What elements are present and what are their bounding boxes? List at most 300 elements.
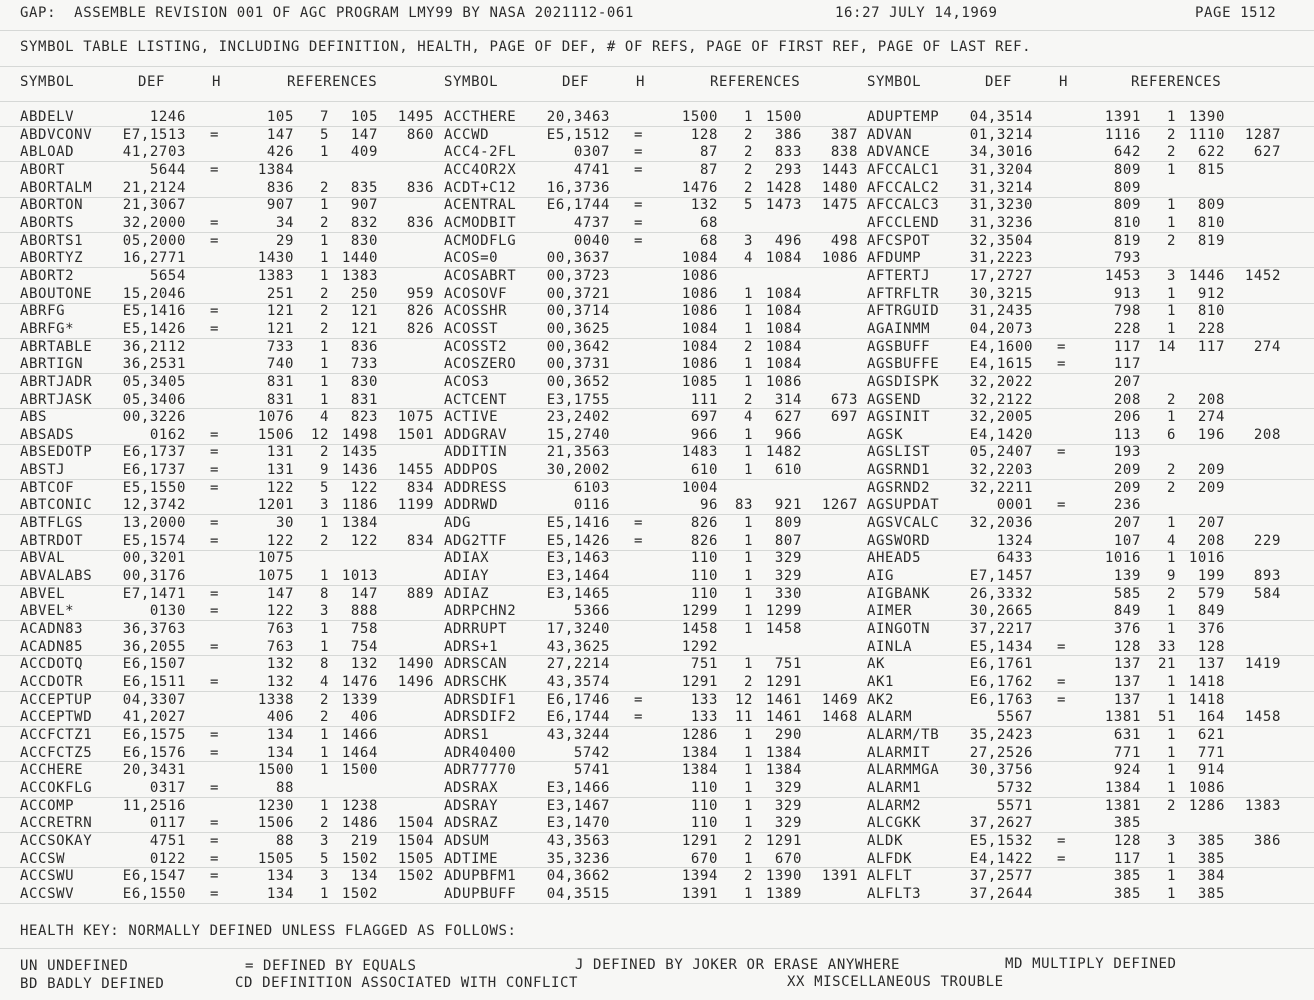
definition-cell: 5571 [996, 797, 1033, 814]
first-ref-cell: 1084 [765, 285, 802, 302]
symbol-cell: ABVEL* [20, 603, 75, 620]
table-row [20, 374, 440, 392]
health-flag-cell: = [210, 603, 220, 620]
health-flag-cell: = [634, 232, 644, 249]
definition-cell: 04,2073 [969, 320, 1033, 337]
first-ref-cell: 128 [1197, 638, 1225, 655]
symbol-cell: AK1 [867, 674, 895, 690]
last-ref-cell: 1443 [821, 161, 858, 178]
last-ref-cell: 826 [406, 320, 434, 337]
first-ref-cell: 147 [350, 585, 378, 602]
symbol-cell: ADRSDIF1 [444, 691, 517, 708]
def-page-cell: 147 [266, 126, 294, 143]
symbol-cell: AINGOTN [867, 621, 931, 638]
def-page-cell: 68 [699, 232, 718, 249]
symbol-cell: ALCGKK [867, 815, 922, 832]
first-ref-cell: 810 [1197, 214, 1225, 231]
table-row [444, 480, 864, 498]
ref-count-cell: 1 [743, 585, 753, 602]
health-key-un: UN UNDEFINED [20, 958, 129, 974]
col-header-symbol-3: SYMBOL [867, 74, 922, 90]
symbol-cell: AGSK [867, 426, 904, 443]
symbol-cell: ABTCOF [20, 479, 75, 496]
ref-count-cell: 1 [319, 797, 329, 814]
symbol-cell: ADRSDIF2 [444, 709, 517, 726]
paper-rule-line [0, 948, 1314, 949]
ref-count-cell: 2 [319, 303, 329, 320]
last-ref-cell: 834 [406, 532, 434, 549]
def-page-cell: 1084 [681, 338, 718, 355]
def-page-cell: 110 [690, 779, 718, 796]
definition-cell: 04,3514 [969, 109, 1033, 125]
first-ref-cell: 290 [774, 726, 802, 743]
def-page-cell: 110 [690, 585, 718, 602]
table-row [20, 321, 440, 339]
def-page-cell: 1230 [257, 797, 294, 814]
ref-count-cell: 1 [743, 797, 753, 814]
def-page-cell: 1086 [681, 267, 718, 284]
def-page-cell: 107 [1113, 532, 1141, 549]
page-number: PAGE 1512 [1195, 5, 1277, 21]
ref-count-cell: 1 [743, 373, 753, 390]
first-ref-cell: 912 [1197, 285, 1225, 302]
first-ref-cell: 1498 [341, 426, 378, 443]
def-page-cell: 1116 [1104, 126, 1141, 143]
health-flag-cell: = [210, 585, 220, 602]
health-flag-cell: = [210, 532, 220, 549]
def-page-cell: 1381 [1104, 709, 1141, 726]
table-row [20, 109, 440, 127]
table-row [867, 462, 1287, 480]
definition-cell: E6,1761 [969, 656, 1033, 673]
first-ref-cell: 1500 [765, 109, 802, 125]
def-page-cell: 134 [266, 744, 294, 761]
health-key-cd: CD DEFINITION ASSOCIATED WITH CONFLICT [235, 975, 579, 991]
definition-cell: 31,2435 [969, 303, 1033, 320]
def-page-cell: 110 [690, 550, 718, 567]
first-ref-cell: 209 [1197, 462, 1225, 479]
symbol-cell: ABRFG* [20, 320, 75, 337]
table-row [867, 497, 1287, 515]
def-page-cell: 137 [1113, 674, 1141, 690]
symbol-cell: ACCOMP [20, 797, 75, 814]
symbol-cell: ACOSST [444, 320, 499, 337]
ref-count-cell: 1 [319, 197, 329, 214]
def-page-cell: 110 [690, 815, 718, 832]
symbol-cell: ACTIVE [444, 409, 499, 426]
definition-cell: 0317 [149, 779, 186, 796]
table-row [444, 374, 864, 392]
definition-cell: E5,1426 [122, 320, 186, 337]
last-ref-cell: 274 [1253, 338, 1281, 355]
first-ref-cell: 610 [774, 462, 802, 479]
definition-cell: 32,3504 [969, 232, 1033, 249]
symbol-cell: ACCWD [444, 126, 490, 143]
ref-count-cell: 1 [1166, 409, 1176, 426]
first-ref-cell: 1500 [341, 762, 378, 779]
table-row [444, 162, 864, 180]
ref-count-cell: 2 [743, 161, 753, 178]
def-page-cell: 147 [266, 585, 294, 602]
table-row [867, 480, 1287, 498]
table-row [444, 180, 864, 198]
symbol-cell: ADIAY [444, 568, 490, 585]
ref-count-cell: 3 [319, 832, 329, 849]
ref-count-cell: 1 [743, 656, 753, 673]
table-row [867, 621, 1287, 639]
last-ref-cell: 893 [1253, 568, 1281, 585]
def-page-cell: 763 [266, 621, 294, 638]
ref-count-cell: 5 [319, 479, 329, 496]
ref-count-cell: 2 [1166, 126, 1176, 143]
symbol-cell: ABDVCONV [20, 126, 93, 143]
health-flag-cell: = [1057, 444, 1067, 461]
definition-cell: E6,1575 [122, 726, 186, 743]
table-row [444, 392, 864, 410]
col-header-symbol-1: SYMBOL [20, 74, 75, 90]
symbol-cell: ABLOAD [20, 144, 75, 161]
definition-cell: E6,1744 [546, 709, 610, 726]
listing-subtitle: SYMBOL TABLE LISTING, INCLUDING DEFINITION, HEALTH, PAGE OF DEF, # OF REFS, PAGE OF FIRST REF, PAGE OF LAST REF. [20, 39, 1032, 55]
def-page-cell: 137 [1113, 656, 1141, 673]
def-page-cell: 1391 [681, 885, 718, 902]
last-ref-cell: 1383 [1244, 797, 1281, 814]
first-ref-cell: 1436 [341, 462, 378, 479]
ref-count-cell: 1 [743, 444, 753, 461]
ref-count-cell: 14 [1157, 338, 1176, 355]
first-ref-cell: 209 [1197, 479, 1225, 496]
symbol-cell: ABSEDOTP [20, 444, 93, 461]
ref-count-cell: 3 [1166, 267, 1176, 284]
definition-cell: 0307 [573, 144, 610, 161]
definition-cell: 15,2740 [546, 426, 610, 443]
last-ref-cell: 1086 [821, 250, 858, 267]
table-row [867, 833, 1287, 851]
def-page-cell: 193 [1113, 444, 1141, 461]
table-row [20, 427, 440, 445]
symbol-cell: ADSRAX [444, 779, 499, 796]
definition-cell: 0116 [573, 497, 610, 514]
symbol-cell: ABSADS [20, 426, 75, 443]
definition-cell: 32,2122 [969, 391, 1033, 408]
first-ref-cell: 809 [1197, 197, 1225, 214]
definition-cell: E3,1464 [546, 568, 610, 585]
definition-cell: 16,2771 [122, 250, 186, 267]
ref-count-cell: 9 [1166, 568, 1176, 585]
first-ref-cell: 833 [774, 144, 802, 161]
table-row [444, 533, 864, 551]
symbol-cell: ACOSST2 [444, 338, 508, 355]
def-page-cell: 831 [266, 373, 294, 390]
definition-cell: 20,3463 [546, 109, 610, 125]
def-page-cell: 87 [699, 144, 718, 161]
definition-cell: 00,3176 [122, 568, 186, 585]
definition-cell: 27,2526 [969, 744, 1033, 761]
health-flag-cell: = [210, 868, 220, 885]
def-page-cell: 809 [1113, 179, 1141, 196]
symbol-cell: ALARM1 [867, 779, 922, 796]
def-page-cell: 670 [690, 850, 718, 867]
ref-count-cell: 12 [734, 691, 753, 708]
col-header-h-3: H [1059, 74, 1069, 90]
ref-count-cell: 1 [743, 303, 753, 320]
first-ref-cell: 1466 [341, 726, 378, 743]
def-page-cell: 206 [1113, 409, 1141, 426]
ref-count-cell: 1 [319, 726, 329, 743]
symbol-cell: ADUPBFM1 [444, 868, 517, 885]
table-row [867, 515, 1287, 533]
definition-cell: 0162 [149, 426, 186, 443]
last-ref-cell: 1391 [821, 868, 858, 885]
def-page-cell: 105 [266, 109, 294, 125]
symbol-cell: AIMER [867, 603, 913, 620]
definition-cell: 04,3307 [122, 691, 186, 708]
ref-count-cell: 1 [1166, 320, 1176, 337]
def-page-cell: 68 [699, 214, 718, 231]
def-page-cell: 819 [1113, 232, 1141, 249]
definition-cell: 04,3515 [546, 885, 610, 902]
def-page-cell: 826 [690, 515, 718, 532]
ref-count-cell: 4 [319, 409, 329, 426]
table-row [867, 215, 1287, 233]
first-ref-cell: 627 [774, 409, 802, 426]
first-ref-cell: 1389 [765, 885, 802, 902]
first-ref-cell: 1464 [341, 744, 378, 761]
health-flag-cell: = [634, 515, 644, 532]
table-row [20, 215, 440, 233]
health-flag-cell: = [634, 532, 644, 549]
col-header-symbol-2: SYMBOL [444, 74, 499, 90]
table-row [867, 656, 1287, 674]
ref-count-cell: 1 [1166, 885, 1176, 902]
def-page-cell: 793 [1113, 250, 1141, 267]
health-flag-cell: = [210, 726, 220, 743]
ref-count-cell: 1 [1166, 850, 1176, 867]
definition-cell: E6,1511 [122, 674, 186, 690]
definition-cell: E5,1550 [122, 479, 186, 496]
definition-cell: 05,2000 [122, 232, 186, 249]
ref-count-cell: 2 [319, 709, 329, 726]
first-ref-cell: 121 [350, 303, 378, 320]
last-ref-cell: 1501 [397, 426, 434, 443]
ref-count-cell: 4 [743, 409, 753, 426]
def-page-cell: 132 [266, 674, 294, 690]
definition-cell: 31,2223 [969, 250, 1033, 267]
definition-cell: E6,1744 [546, 197, 610, 214]
def-page-cell: 831 [266, 391, 294, 408]
symbol-cell: ADVAN [867, 126, 913, 143]
health-flag-cell: = [634, 161, 644, 178]
first-ref-cell: 147 [350, 126, 378, 143]
symbol-cell: ACCHERE [20, 762, 84, 779]
first-ref-cell: 1291 [765, 674, 802, 690]
first-ref-cell: 1476 [341, 674, 378, 690]
ref-count-cell: 2 [319, 815, 329, 832]
def-page-cell: 1391 [1104, 109, 1141, 125]
table-row [867, 886, 1287, 904]
table-row [20, 709, 440, 727]
symbol-cell: ABRTJASK [20, 391, 93, 408]
health-key-eq: = DEFINED BY EQUALS [245, 958, 417, 974]
table-row [867, 250, 1287, 268]
def-page-cell: 740 [266, 356, 294, 373]
first-ref-cell: 907 [350, 197, 378, 214]
table-row [444, 356, 864, 374]
table-row [867, 868, 1287, 886]
ref-count-cell: 1 [319, 744, 329, 761]
first-ref-cell: 132 [350, 656, 378, 673]
table-row [20, 127, 440, 145]
first-ref-cell: 199 [1197, 568, 1225, 585]
health-flag-cell: = [1057, 497, 1067, 514]
table-row [20, 656, 440, 674]
ref-count-cell: 1 [1166, 726, 1176, 743]
ref-count-cell: 1 [743, 726, 753, 743]
first-ref-cell: 1418 [1188, 674, 1225, 690]
health-flag-cell: = [634, 126, 644, 143]
def-page-cell: 128 [1113, 638, 1141, 655]
ref-count-cell: 1 [743, 885, 753, 902]
first-ref-cell: 1486 [341, 815, 378, 832]
ref-count-cell: 1 [743, 744, 753, 761]
def-page-cell: 1338 [257, 691, 294, 708]
health-flag-cell: = [210, 320, 220, 337]
last-ref-cell: 229 [1253, 532, 1281, 549]
first-ref-cell: 134 [350, 868, 378, 885]
definition-cell: 00,3642 [546, 338, 610, 355]
first-ref-cell: 1086 [765, 373, 802, 390]
first-ref-cell: 733 [350, 356, 378, 373]
def-page-cell: 924 [1113, 762, 1141, 779]
table-row [867, 727, 1287, 745]
definition-cell: 27,2214 [546, 656, 610, 673]
definition-cell: 4751 [149, 832, 186, 849]
symbol-cell: ACCFCTZ5 [20, 744, 93, 761]
definition-cell: 36,2112 [122, 338, 186, 355]
symbol-cell: ADRS+1 [444, 638, 499, 655]
symbol-cell: ADIAZ [444, 585, 490, 602]
definition-cell: 23,2402 [546, 409, 610, 426]
first-ref-cell: 823 [350, 409, 378, 426]
ref-count-cell: 2 [319, 532, 329, 549]
def-page-cell: 385 [1113, 815, 1141, 832]
last-ref-cell: 836 [406, 179, 434, 196]
definition-cell: E7,1457 [969, 568, 1033, 585]
ref-count-cell: 2 [1166, 232, 1176, 249]
definition-cell: E6,1746 [546, 691, 610, 708]
symbol-cell: ACOS3 [444, 373, 490, 390]
symbol-cell: ACCEPTWD [20, 709, 93, 726]
symbol-cell: AINLA [867, 638, 913, 655]
last-ref-cell: 1469 [821, 691, 858, 708]
ref-count-cell: 1 [1166, 621, 1176, 638]
health-flag-cell: = [634, 144, 644, 161]
symbol-cell: ADR40400 [444, 744, 517, 761]
last-ref-cell: 1490 [397, 656, 434, 673]
table-row [20, 480, 440, 498]
definition-cell: 04,3662 [546, 868, 610, 885]
table-row [20, 515, 440, 533]
definition-cell: E6,1576 [122, 744, 186, 761]
symbol-cell: AK2 [867, 691, 895, 708]
table-row [444, 674, 864, 692]
definition-cell: 00,3625 [546, 320, 610, 337]
symbol-cell: ACADN83 [20, 621, 84, 638]
symbol-cell: ADDITIN [444, 444, 508, 461]
symbol-cell: ABOUTONE [20, 285, 93, 302]
first-ref-cell: 1086 [1188, 779, 1225, 796]
first-ref-cell: 122 [350, 479, 378, 496]
ref-count-cell: 3 [1166, 832, 1176, 849]
definition-cell: 00,3731 [546, 356, 610, 373]
table-row [444, 109, 864, 127]
last-ref-cell: 1502 [397, 868, 434, 885]
table-row [444, 656, 864, 674]
definition-cell: 30,3215 [969, 285, 1033, 302]
ref-count-cell: 1 [1166, 550, 1176, 567]
symbol-cell: ALFLT [867, 868, 913, 885]
ref-count-cell: 2 [743, 338, 753, 355]
table-row [444, 586, 864, 604]
definition-cell: 43,3574 [546, 674, 610, 690]
ref-count-cell: 1 [319, 373, 329, 390]
health-flag-cell: = [210, 479, 220, 496]
symbol-cell: ABTCONIC [20, 497, 93, 514]
first-ref-cell: 121 [350, 320, 378, 337]
ref-count-cell: 1 [1166, 744, 1176, 761]
symbol-cell: ACENTRAL [444, 197, 517, 214]
table-row [867, 233, 1287, 251]
table-row [20, 197, 440, 215]
definition-cell: 00,3652 [546, 373, 610, 390]
ref-count-cell: 4 [743, 250, 753, 267]
health-key-md: MD MULTIPLY DEFINED [1005, 956, 1177, 972]
symbol-column-1 [20, 109, 440, 904]
last-ref-cell: 1419 [1244, 656, 1281, 673]
ref-count-cell: 1 [743, 779, 753, 796]
ref-count-cell: 5 [319, 126, 329, 143]
first-ref-cell: 1084 [765, 356, 802, 373]
def-page-cell: 1506 [257, 426, 294, 443]
definition-cell: 30,3756 [969, 762, 1033, 779]
symbol-cell: ACMODFLG [444, 232, 517, 249]
ref-count-cell: 1 [319, 762, 329, 779]
table-row [20, 162, 440, 180]
symbol-cell: AGSVCALC [867, 515, 940, 532]
definition-cell: 0130 [149, 603, 186, 620]
def-page-cell: 251 [266, 285, 294, 302]
paper-rule-line [0, 66, 1314, 67]
definition-cell: 21,3563 [546, 444, 610, 461]
first-ref-cell: 754 [350, 638, 378, 655]
first-ref-cell: 1502 [341, 885, 378, 902]
definition-cell: E5,1532 [969, 832, 1033, 849]
health-flag-cell: = [210, 674, 220, 690]
first-ref-cell: 830 [350, 232, 378, 249]
first-ref-cell: 1502 [341, 850, 378, 867]
symbol-cell: AFDUMP [867, 250, 922, 267]
symbol-cell: ALARMMGA [867, 762, 940, 779]
ref-count-cell: 2 [319, 214, 329, 231]
first-ref-cell: 819 [1197, 232, 1225, 249]
symbol-cell: AGSBUFFE [867, 356, 940, 373]
definition-cell: E6,1507 [122, 656, 186, 673]
ref-count-cell: 2 [743, 126, 753, 143]
table-row [20, 868, 440, 886]
symbol-cell: ADG [444, 515, 472, 532]
definition-cell: 36,2531 [122, 356, 186, 373]
ref-count-cell: 1 [319, 515, 329, 532]
